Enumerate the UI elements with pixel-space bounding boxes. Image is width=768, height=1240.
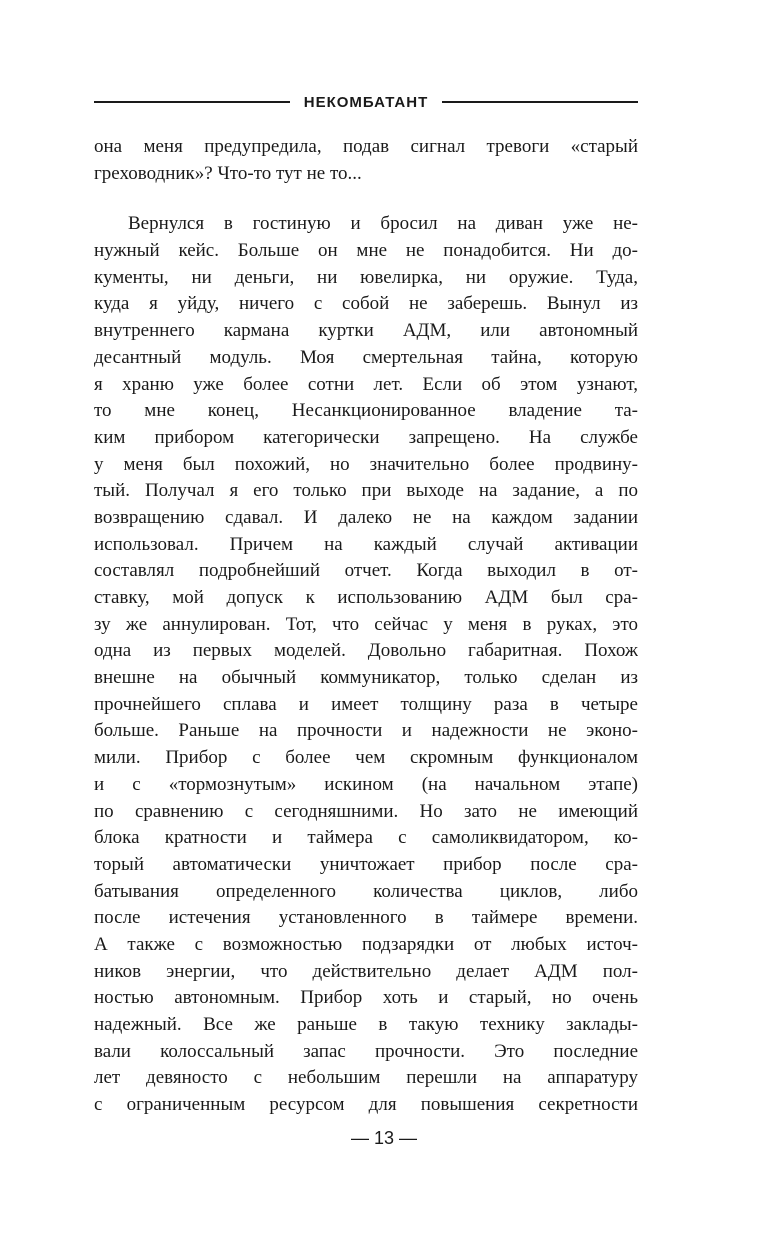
book-title: НЕКОМБАТАНТ — [303, 93, 429, 111]
text-line: надежный. Все же раньше в такую технику заклады- — [94, 1014, 638, 1035]
text-line: одна из первых моделей. Довольно габаритная. Похож — [94, 640, 638, 662]
text-line: внутреннего кармана куртки АДМ, или автономный — [94, 320, 638, 342]
text-line: ким прибором категорически запрещено. На службе — [94, 426, 638, 448]
text-line: батывания определенного количества циклов, либо — [94, 880, 638, 902]
paragraph-main — [94, 211, 638, 1118]
paragraph-continuation — [94, 134, 638, 187]
text-line: торый автоматически уничтожает прибор после сра- — [94, 853, 638, 875]
text-line: греховодник»? Что-то тут не то... — [94, 162, 362, 184]
text-line: ников энергии, что действительно делает АДМ пол- — [94, 960, 638, 982]
text-line: то мне конец, Несанкционированное владение та- — [94, 400, 638, 422]
running-head — [94, 88, 638, 116]
text-line: больше. Раньше на прочности и надежности не эконо- — [94, 720, 638, 742]
text-line: лет девяносто с небольшим перешли на аппаратуру — [94, 1067, 638, 1089]
page-text — [94, 134, 638, 1119]
text-line: блока кратности и таймера с самоликвидатором, ко- — [94, 827, 638, 849]
text-line: ностью автономным. Прибор хоть и старый, но очень — [94, 987, 638, 1009]
text-line: вали колоссальный запас прочности. Это последние — [94, 1040, 638, 1062]
text-line: мили. Прибор с более чем скромным функционалом — [94, 747, 638, 769]
text-line: возвращению сдавал. И далеко не на каждом задании — [94, 506, 638, 528]
text-line: прочнейшего сплава и имеет толщину раза в четыре — [94, 693, 638, 715]
text-line: после истечения установленного в таймере времени. — [94, 907, 638, 929]
text-line: А также с возможностью подзарядки от любых источ- — [94, 933, 638, 955]
text-line: по сравнению с сегодняшними. Но зато не имеющий — [94, 800, 638, 822]
text-line: я храню уже более сотни лет. Если об этом узнают, — [94, 373, 638, 395]
text-line: ставку, мой допуск к использованию АДМ был сра- — [94, 587, 638, 608]
text-line: куда я уйду, ничего с собой не заберешь. Вынул из — [94, 293, 638, 315]
text-line: нужный кейс. Больше он мне не понадобится. Ни до- — [94, 240, 638, 262]
text-line: использовал. Причем на каждый случай активации — [94, 533, 638, 555]
text-line: зу же аннулирован. Тот, что сейчас у меня в руках, это — [94, 613, 638, 635]
text-line: тый. Получал я его только при выходе на задание, а по — [94, 480, 638, 502]
text-line: Вернулся в гостиную и бросил на диван уже не- — [128, 213, 638, 235]
text-line: она меня предупредила, подав сигнал тревоги «старый — [94, 136, 638, 157]
text-line: составлял подробнейший отчет. Когда выходил в от- — [94, 560, 638, 582]
page-number: — 13 — — [350, 1128, 418, 1148]
header-rule-left — [94, 101, 290, 103]
text-line: кументы, ни деньги, ни ювелирка, ни оружие. Туда, — [94, 266, 638, 288]
paragraph-gap — [94, 187, 638, 211]
header-rule-right — [442, 101, 638, 103]
text-line: десантный модуль. Моя смертельная тайна, которую — [94, 346, 638, 368]
text-line: внешне на обычный коммуникатор, только сделан из — [94, 667, 638, 689]
text-line: с ограниченным ресурсом для повышения секретности — [94, 1094, 638, 1116]
text-line: у меня был похожий, но значительно более продвину- — [94, 453, 638, 475]
text-line: и с «тормознутым» искином (на начальном этапе) — [94, 773, 638, 795]
